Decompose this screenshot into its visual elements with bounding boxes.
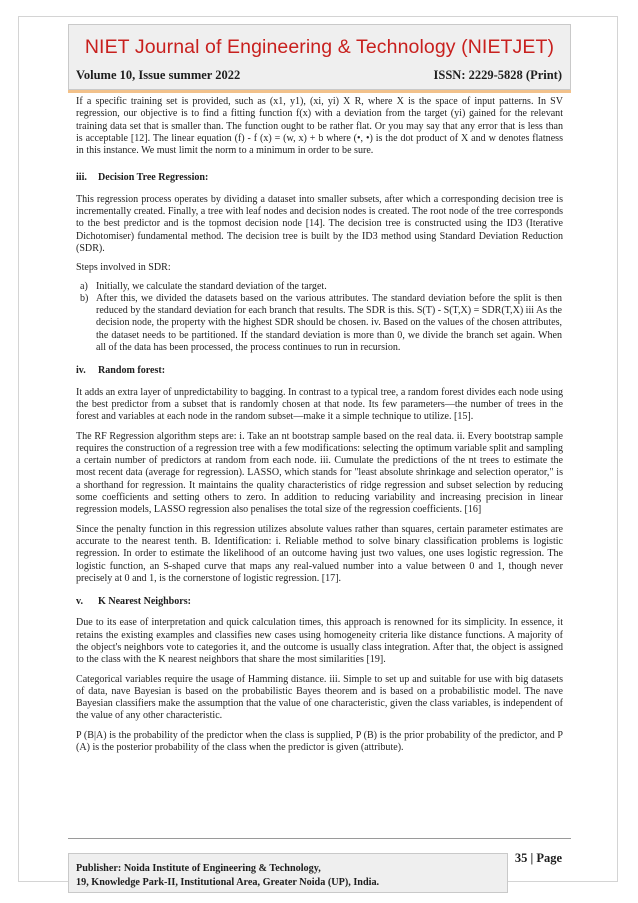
publisher-address: 19, Knowledge Park-II, Institutional Area, Greater Noida (UP), India. [76, 877, 380, 888]
list-item-text: Initially, we calculate the standard deviation of the target. [96, 280, 327, 292]
paragraph: The RF Regression algorithm steps are: i. Take an nt bootstrap sample based on the real data. ii. Every bootstrap sample requires the construction of a regression tree with a few modifications: selecting the optimum variable split and sampling a certain number of predictors at random from each node. iii. Cumulate the predictions of the nt trees to estimate the most recent data (average for regression). LASSO, which stands for "least absolute shrinkage and selection operator," is a shorthand for regression. It maintains the quality characteristics of ridge regression and subset selection by reducing some coefficients and setting others to zero. In addition to reducing variability and increasing precision in linear regression models, LASSO regression also penalises the total size of the regression coefficients. [16] [76, 430, 563, 516]
volume-issue: Volume 10, Issue summer 2022 [76, 68, 241, 82]
page-number: 35 | Page [514, 851, 562, 865]
section-title: Decision Tree Regression: [98, 172, 209, 184]
section-number: v. [76, 596, 83, 608]
footer-divider [68, 838, 571, 839]
list-item [76, 281, 563, 293]
paragraph: Since the penalty function in this regression utilizes absolute values rather than squares, certain parameter estimates are accurate to the nearest tenth. B. Identification: i. Reliable method to solve binary classification problems is logistic regression. In order to estimate the likelihood of an outcome having just two values, one uses logistic regression. The logistic function, an S-shaped curve that maps any real-valued number into a value between 0 and 1, though never precisely at 0 and 1, is the cornerstone of logistic regression. [17]. [76, 523, 563, 584]
section-heading-decision-tree [76, 172, 563, 184]
list-marker: a) [80, 280, 88, 292]
section-heading-random-forest [76, 365, 563, 377]
section-title: K Nearest Neighbors: [98, 596, 192, 608]
header-divider [68, 90, 571, 93]
intro-paragraph: If a specific training set is provided, such as (x1, y1), (xi, yi) X R, where X is the space of input patterns. In SV regression, our objective is to find a fitting function f(x) with a deviation from the target (yi) gained for the relevant training data set that is smaller than. The function ought to be rather flat. Or you may say that any error that is less than is acceptable [12]. The linear equation (f) - f (x) = (w, x) + b where (•, •) is the dot product of X and w denotes flatness in this instance. We must limit the norm to a minimum in order to be sure. [76, 96, 563, 157]
section-heading-knn [76, 596, 563, 608]
sdr-steps-list [76, 281, 563, 355]
paragraph: This regression process operates by dividing a dataset into smaller subsets, after which a corresponding decision tree is incrementally created. Finally, a tree with leaf nodes and decision nodes is created. The root node of the tree corresponds to the best predictor and is the topmost decision node [14]. The decision tree is constructed using the ID3 (Iterative Dichotomiser) fundamental method. The decision tree is built by the ID3 method using Standard Deviation Reduction (SDR). [76, 193, 563, 254]
paragraph: P (B|A) is the probability of the predictor when the class is supplied, P (B) is the prior probability of the predictor, and P (A) is the posterior probability of the class when the predictor is given (attribute). [76, 729, 563, 754]
paragraph: It adds an extra layer of unpredictability to bagging. In contrast to a typical tree, a random forest divides each node using the best predictor from a subset that is randomly chosen at that node. Its few parameters—the number of trees in the forest and variables at each node in the random subset—make it a simple technique to utilize. [15]. [76, 386, 563, 423]
list-marker: b) [80, 292, 89, 304]
steps-intro: Steps involved in SDR: [76, 262, 171, 274]
section-title: Random forest: [98, 365, 166, 377]
paragraph: Due to its ease of interpretation and quick calculation times, this approach is renowned for its simplicity. In essence, it retains the existing examples and classifies new cases using homogeneity criteria like distance functions. A majority of the object's neighbors vote to categories it, and the outcome is usually class integration. After that, the object is assigned to the class with the K nearest neighbors that share the most similarities [19]. [76, 617, 563, 666]
publisher-line: Publisher: Noida Institute of Engineering & Technology, [76, 863, 321, 874]
issn: ISSN: 2229-5828 (Print) [433, 68, 562, 82]
list-item-text: After this, we divided the datasets based on the various attributes. The standard deviation before the split is then reduced by the standard deviation for each branch that results. The SDR is this. S(T) - S(T,X) = SDR(T,X) iii As the decision node, the property with the highest SDR should be chosen. iv. Based on the values of the chosen attributes, the dataset needs to be partitioned. If the standard deviation is more than 0, we divide the branch set again. When all of the data has been processed, the process continues to run in recursion. [96, 292, 562, 354]
section-number: iii. [76, 172, 87, 184]
journal-title: NIET Journal of Engineering & Technology (NIETJET) [84, 36, 555, 58]
list-item [76, 293, 563, 354]
paragraph: Categorical variables require the usage of Hamming distance. iii. Simple to set up and suitable for use with big datasets of data, nave Bayesian is based on the probabilistic Bayes theorem and is based on a probabilistic model. The nave Bayesian classifiers make the assumption that the value of one characteristic, given the class variables, is independent of the value of any other characteristic. [76, 673, 563, 722]
article-body [76, 96, 563, 761]
section-number: iv. [76, 365, 86, 377]
